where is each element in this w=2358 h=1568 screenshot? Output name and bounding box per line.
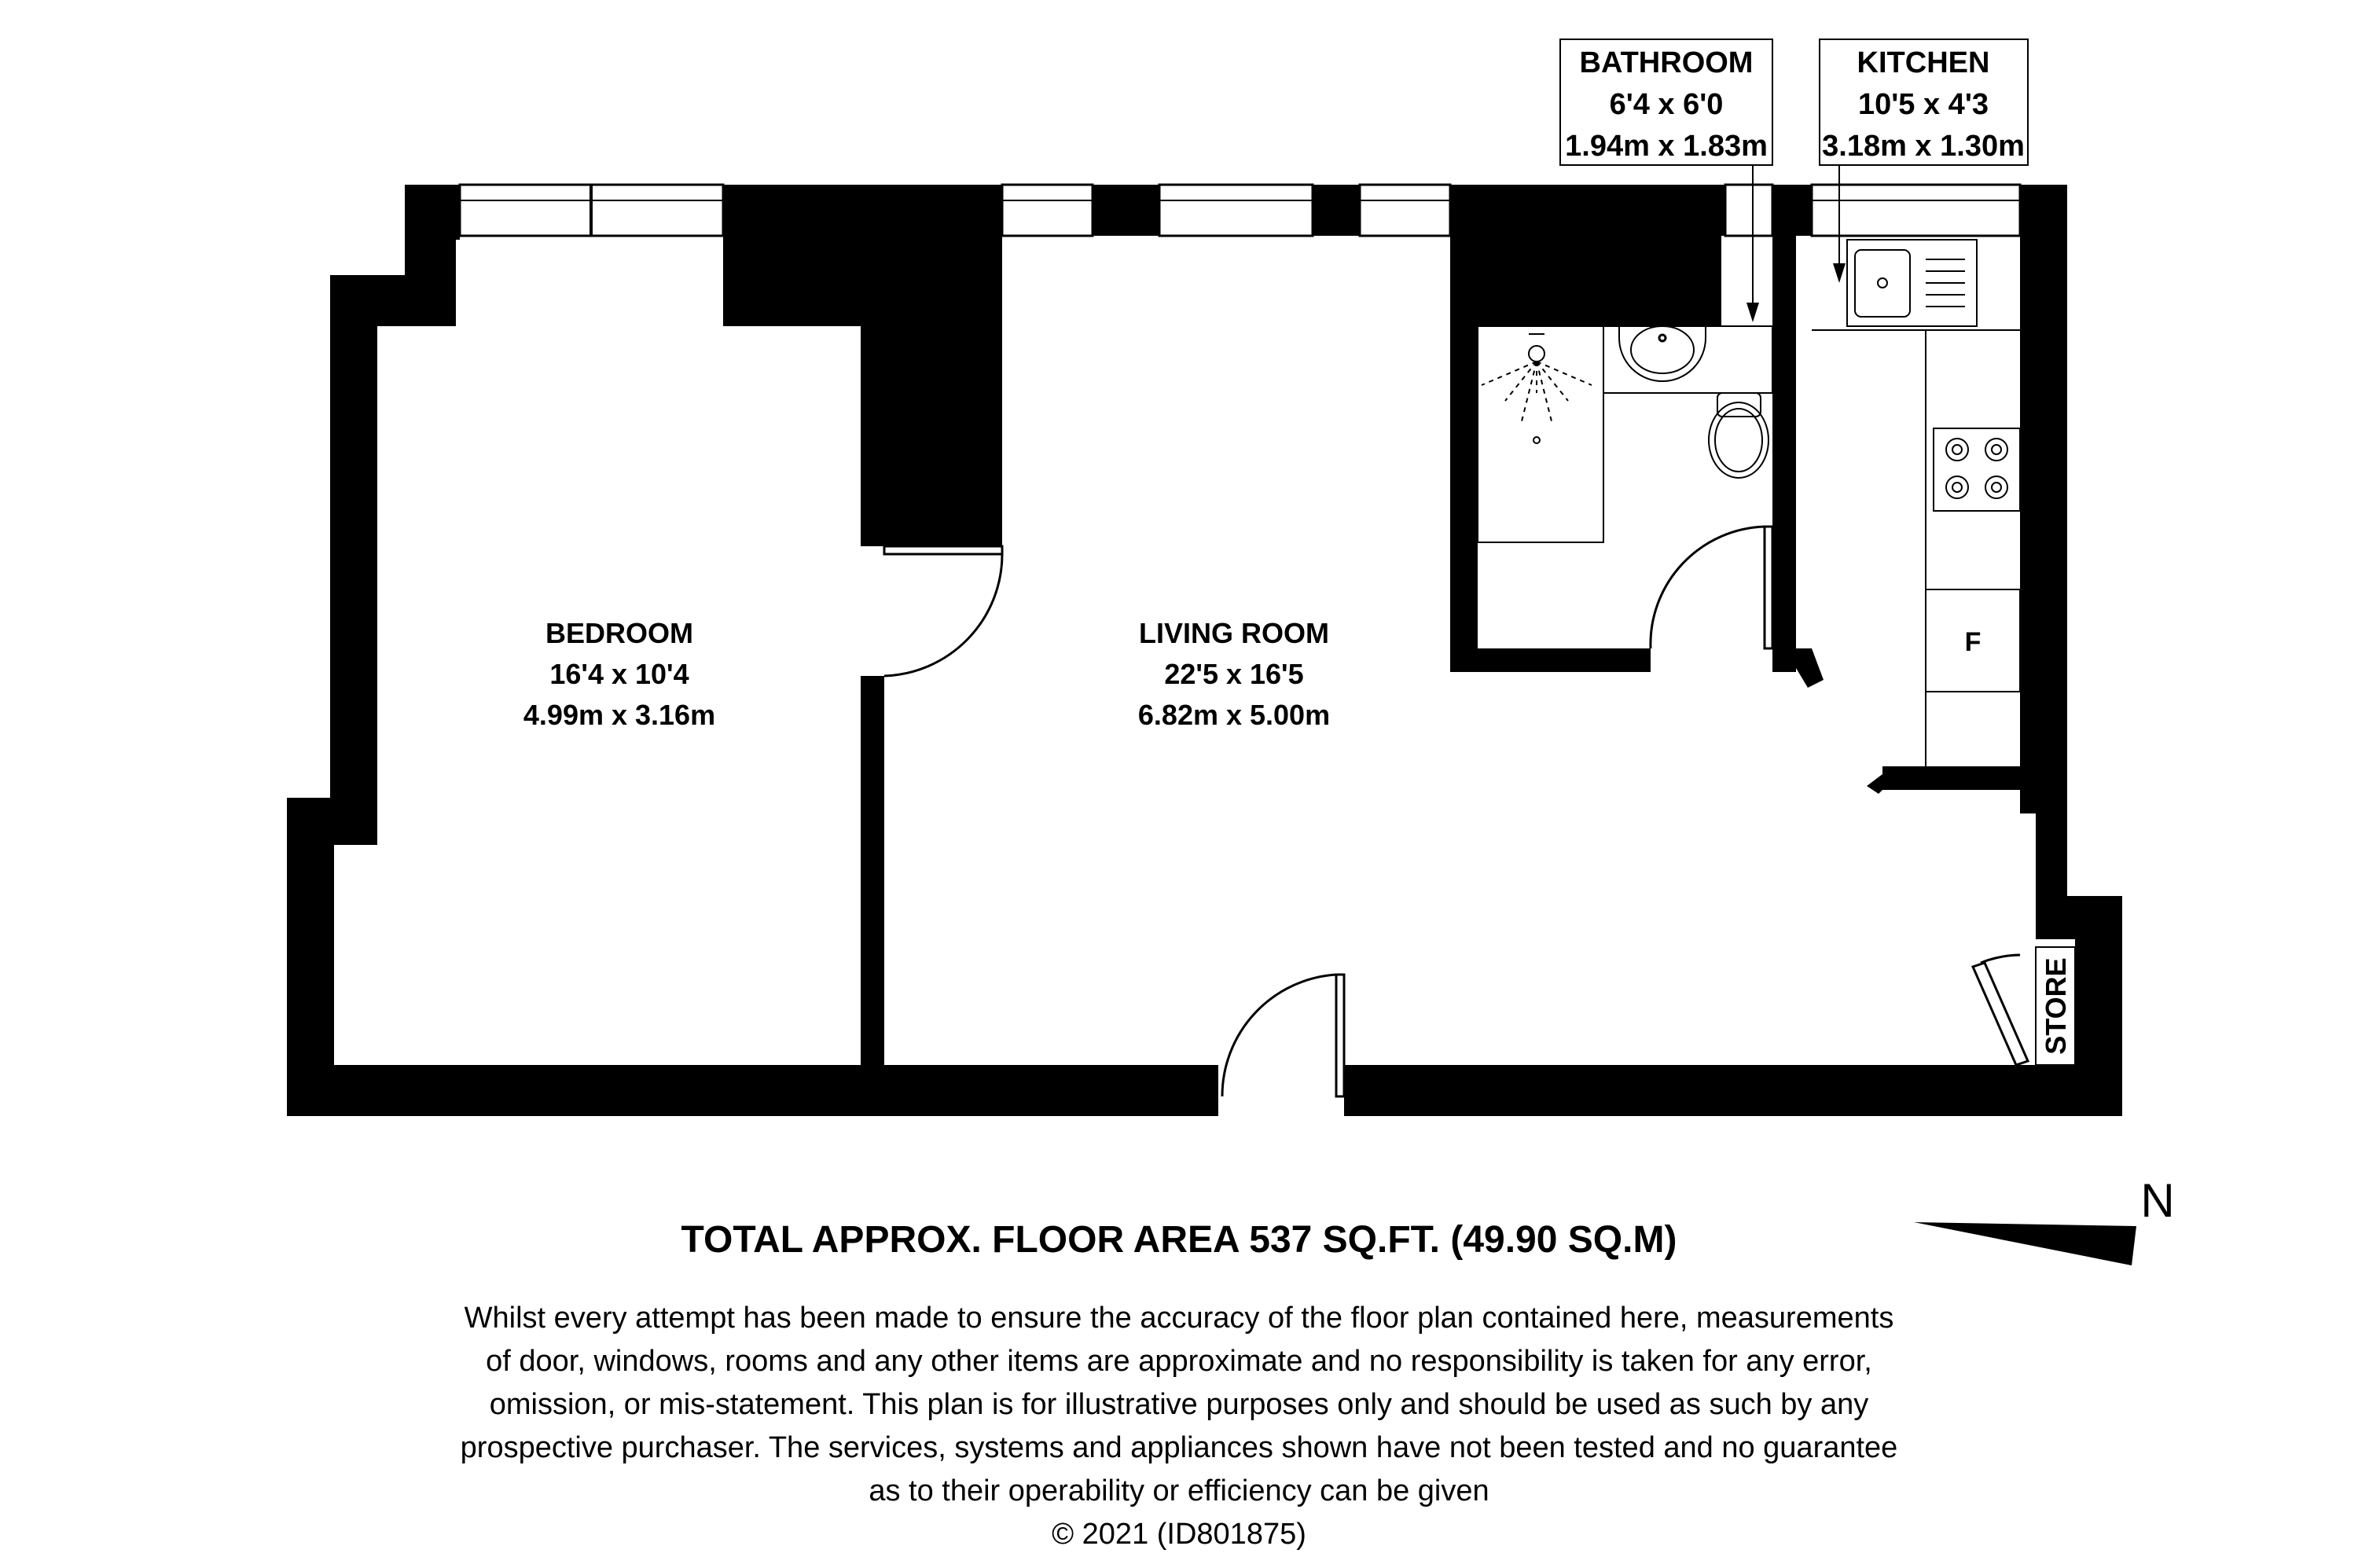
washbasin-icon: [1619, 326, 1706, 381]
door-bedroom: [884, 546, 1002, 676]
total-floor-area: TOTAL APPROX. FLOOR AREA 537 SQ.FT. (49.90 SQ.M): [681, 1219, 1677, 1261]
north-label: N: [2140, 1174, 2175, 1227]
hob-icon: [1934, 428, 2020, 511]
shower-tray: [1478, 326, 1603, 542]
living-room-label: [1138, 617, 1330, 731]
chimney-breast-left-lower: [861, 185, 1002, 546]
bathroom-fixtures: [1478, 326, 1772, 542]
wall-bathroom-right: [1772, 185, 1796, 672]
window-bathroom: [1725, 185, 1772, 236]
door-store: [1973, 955, 2028, 1065]
kitchen-worktop: [1812, 330, 1926, 766]
wall-bathroom-bottom: [1450, 648, 1651, 672]
copyright: © 2021 (ID801875): [1052, 1518, 1306, 1551]
toilet-icon: [1709, 393, 1768, 478]
kitchen-metric: 3.18m x 1.30m: [1822, 130, 2025, 163]
disclaimer-line: Whilst every attempt has been made to ensure the accuracy of the floor plan contained here, measurements: [464, 1302, 1894, 1335]
disclaimer-line: omission, or mis-statement. This plan is for illustrative purposes only and should be used as such by any: [489, 1388, 1869, 1421]
kitchen-imperial: 10'5 x 4'3: [1858, 88, 1989, 121]
door-entrance: [1222, 975, 1344, 1096]
disclaimer: [393, 1297, 1965, 1556]
sink-icon: [1847, 240, 1977, 326]
chimney-breast-right-lower: [1450, 185, 1721, 326]
bathroom-metric: 1.94m x 1.83m: [1565, 130, 1768, 163]
wall-bottom-right: [1344, 1065, 2122, 1116]
living-room-imperial: 22'5 x 16'5: [1164, 658, 1304, 690]
kitchen-fixtures: [1812, 240, 2020, 766]
door-bathroom: [1651, 527, 1772, 648]
disclaimer-line: as to their operability or efficiency can be given: [869, 1474, 1489, 1507]
wall-top-pier-1: [1093, 185, 1159, 236]
wall-kitchen-bottom: [1882, 766, 2067, 790]
wall-right-mid: [2036, 813, 2067, 939]
wall-bedroom-living: [861, 676, 884, 1069]
bedroom-imperial: 16'4 x 10'4: [549, 658, 689, 690]
window-living-1: [1002, 185, 1093, 236]
bedroom-name: BEDROOM: [545, 617, 693, 649]
bedroom-metric: 4.99m x 3.16m: [523, 699, 716, 731]
kitchen-opening: [1784, 648, 1882, 794]
window-kitchen: [1812, 185, 2020, 236]
shower-icon: [1482, 334, 1592, 443]
disclaimer-line: prospective purchaser. The services, systems and appliances shown have not been tested and no guarantee: [460, 1431, 1898, 1464]
living-room-name: LIVING ROOM: [1139, 617, 1329, 649]
fridge-label: F: [1964, 627, 1982, 657]
wall-bottom-left: [287, 1065, 1218, 1116]
store-label: STORE: [2040, 957, 2072, 1055]
living-room-metric: 6.82m x 5.00m: [1137, 699, 1331, 731]
wall-bedroom-left-upper: [330, 275, 377, 845]
bathroom-imperial: 6'4 x 6'0: [1609, 88, 1724, 121]
wall-bathroom-left: [1450, 185, 1478, 672]
bathroom-name: BATHROOM: [1579, 46, 1754, 79]
wall-top-bath-kitchen: [1772, 185, 1812, 236]
wall-right-upper: [2020, 185, 2067, 813]
disclaimer-line: of door, windows, rooms and any other items are approximate and no responsibility is taken for any error,: [486, 1345, 1872, 1378]
wall-top-pier-2: [1313, 185, 1360, 236]
window-living-2: [1159, 185, 1313, 236]
wall-top-left-post: [405, 185, 456, 326]
bedroom-label: [523, 617, 715, 731]
kitchen-name: KITCHEN: [1857, 46, 1990, 79]
window-living-3: [1360, 185, 1450, 236]
